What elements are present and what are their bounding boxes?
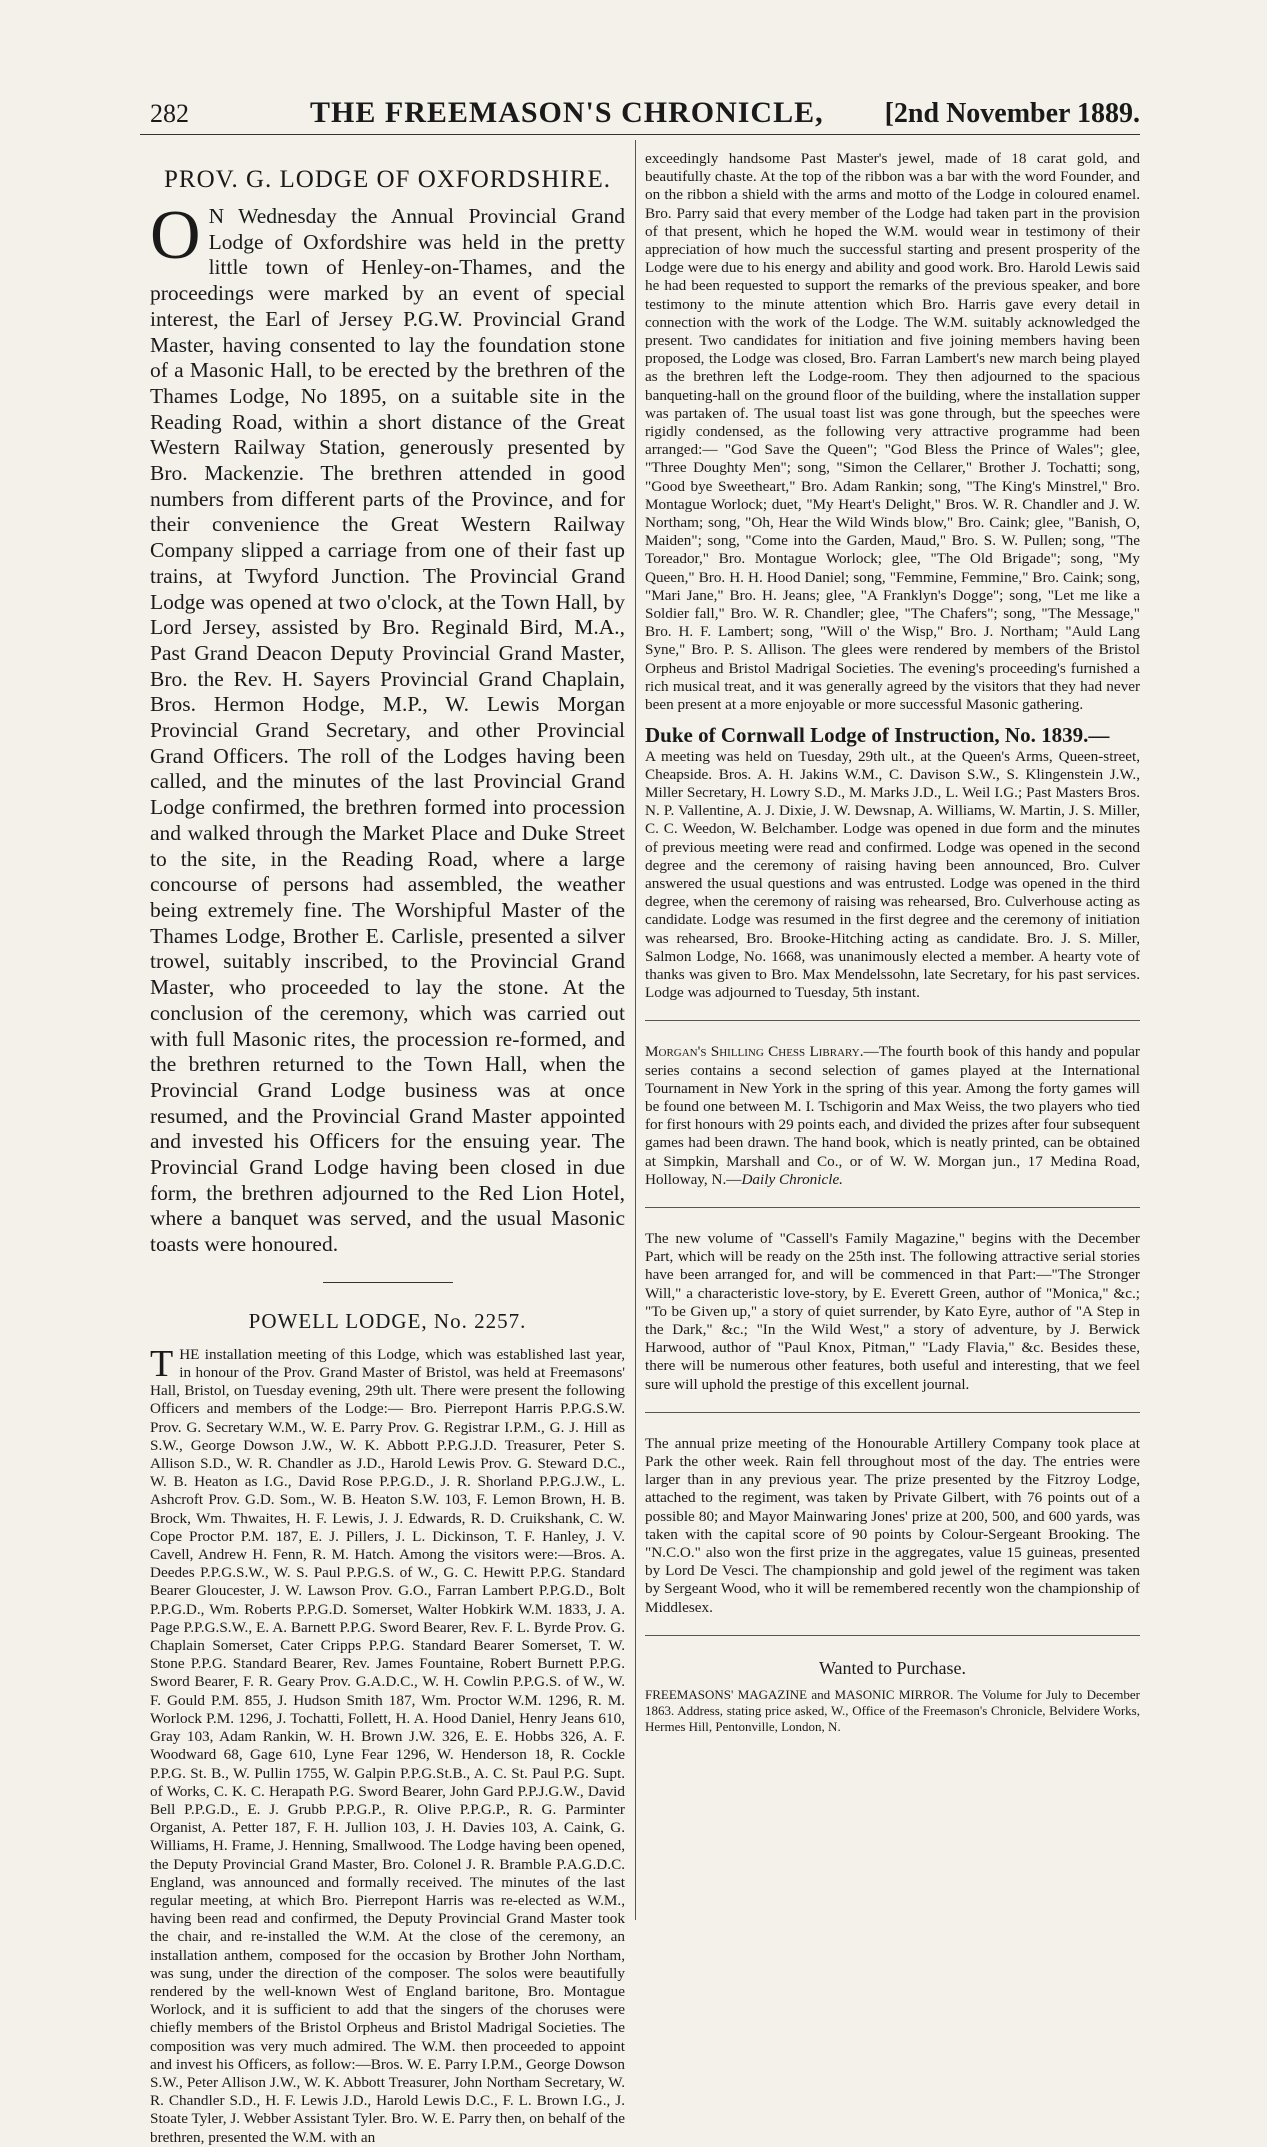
paper-title: THE FREEMASON'S CHRONICLE, bbox=[310, 96, 824, 129]
section-divider bbox=[323, 1282, 453, 1283]
cornwall-article bbox=[645, 723, 1140, 1002]
left-column bbox=[150, 150, 625, 2146]
rule-4 bbox=[645, 1635, 1140, 1636]
dropcap-t: T bbox=[150, 1342, 174, 1385]
artillery-notice: The annual prize meeting of the Honourable Artillery Company took place at Park the other week. Rain fell throughout most of the day. The entries were larger than in any previous year. The prize presented by the Fitzroy Lodge, attached to the regiment, was taken by Private Gilbert, with 76 points out of a possible 80; and Mayor Mainwaring Jones' prize at 200, 500, and 600 yards, was taken with the capital score of 90 points by Colour-Sergeant Brooking. The "N.C.O." also won the first prize in the aggregates, value 15 guineas, presented by Lord De Vesci. The championship and gold jewel of the regiment was taken by Sergeant Wood, who it will be remembered recently won the championship of Middlesex. bbox=[645, 1434, 1140, 1616]
chess-source: Daily Chronicle. bbox=[741, 1170, 843, 1188]
powell-text: HE installation meeting of this Lodge, which was established last year, in honour of the Prov. Grand Master of Bristol, was held at Freemasons' Hall, Bristol, on Tuesday evening, 29th ult. There were present the following Officers and members of the Lodge:— Bro. Pierrepont Harris P.P.G.S.W. Prov. G. Secretary W.M., W. E. Parry Prov. G. Registrar I.P.M., G. J. Hill as S.W., George Dowson J.W., W. K. Abbott P.P.G.J.D. Treasurer, Peter S. Allison S.D., W. R. Chandler as J.D., Harold Lewis Prov. G. Steward D.C., W. B. Heaton as I.G., David Rose P.P.G.D., J. R. Shorland P.P.G.J.W., L. Ashcroft Prov. G.D. Som., W. B. Heaton S.W. 103, F. Lemon Brown, H. B. Brock, Wm. Thwaites, H. F. Lewis, J. J. Edwards, R. D. Cruikshank, C. W. Cope Proctor P.M. 187, E. J. Pillers, J. L. Dickinson, T. F. Hanley, J. V. Cavell, Andrew H. Fenn, R. M. Hatch. Among the visitors were:—Bros. A. Deedes P.P.G.S.W., W. S. Paul P.P.G.S. of W., G. C. Hewitt P.P.G. Standard Bearer Gloucester, J. W. Lawson Prov. G.O., Farran Lambert P.P.G.D., Bolt P.P.G.D., Wm. Roberts P.P.G.D. Somerset, Walter Hobkirk W.M. 1833, J. A. Page P.P.G.S.W., E. A. Barnett P.P.G. Sword Bearer, Rev. F. L. Byrde Prov. G. Chaplain Somerset, Cater Cripps P.P.G. Standard Bearer Somerset, T. W. Stone P.P.G. Standard Bearer, Rev. James Fountaine, Robert Burnett P.P.G. Sword Bearer, F. R. Geary Prov. G.A.D.C., W. H. Cowlin P.P.G.S. of W., W. F. Gould P.M. 855, J. Hudson Smith 187, Wm. Proctor W.M. 1296, R. M. Worlock P.M. 1296, J. Tochatti, Follett, H. A. Hood Daniel, Henry Jeans 610, Gray 103, Adam Rankin, W. H. Brown J.W. 326, E. E. Hobbs 326, A. F. Woodward 68, Gage 610, Lyne Fear 1296, W. Henderson 18, R. Cockle P.P.G. St. B., W. Pullin 1755, W. Galpin P.P.G.St.B., A. C. St. Paul P.G. Supt. of Works, C. K. C. Herapath P.G. Sword Bearer, John Gard P.P.J.G.W., David Bell P.P.G.D., E. J. Grubb P.P.G.P., R. Olive P.P.G.P., R. G. Parminter Organist, A. Petter 187, F. H. Jullion 103, J. H. Davies 103, A. Caink, G. Williams, H. Frame, J. Henning, Smallwood. The Lodge having been opened, the Deputy Provincial Grand Master, Bro. Colonel J. R. Bramble P.A.G.D.C. England, was announced and formally received. The minutes of the last regular meeting, at which Bro. Pierrepont Harris was re-elected as W.M., having been read and confirmed, the Deputy Provincial Grand Master took the chair, and re-installed the W.M. At the close of the ceremony, an installation anthem, composed for the occasion by Brother John Northam, was sung, under the direction of the composer. The solos were beautifully rendered by the well-known West of England baritone, Bro. Montague Worlock, and it is sufficient to add that the singers of the choruses were chiefly members of the Bristol Orpheus and Bristol Madrigal Societies. The composition was very much admired. The W.M. then proceeded to appoint and invest his Officers, as follow:—Bros. W. E. Parry I.P.M., George Dowson S.W., Peter Allison J.W., W. K. Abbott Treasurer, John Northam Secretary, W. R. Chandler S.D., H. F. Lewis J.D., Harold Lewis D.C., F. L. Brown I.G., J. Stoate Tyler, J. Webber Assistant Tyler. Bro. W. E. Parry then, on behalf of the brethren, presented the W.M. with an bbox=[150, 1345, 625, 2146]
wanted-text: FREEMASONS' MAGAZINE and MASONIC MIRROR. The Volume for July to December 1863. Address, stating price asked, W., Office of the Freemason's Chronicle, Belvidere Works, Hermes Hill, Pentonville, London, N. bbox=[645, 1686, 1140, 1734]
chess-notice bbox=[645, 1043, 1140, 1189]
chess-text: —The fourth book of this handy and popular series contains a second selection of games played at the International Tournament in New York in the spring of this year. Among the forty games will be found one between M. I. Tschigorin and Max Weiss, the two players who tied for first honours with 29 points each, and divided the prizes after four subsequent games had been drawn. The hand book, which is neatly printed, can be obtained at Simpkin, Marshall and Co., or of W. W. Morgan jun., 17 Medina Road, Holloway, N.— bbox=[645, 1043, 1140, 1188]
rule-2 bbox=[645, 1207, 1140, 1208]
cornwall-heading: Duke of Cornwall Lodge of Instruction, No. 1839.— bbox=[645, 723, 1110, 748]
chess-lead: Morgan's Shilling Chess Library. bbox=[645, 1043, 864, 1061]
wanted-title: Wanted to Purchase. bbox=[818, 1657, 966, 1678]
masthead bbox=[150, 96, 1140, 130]
rule-1 bbox=[645, 1020, 1140, 1021]
cornwall-text: A meeting was held on Tuesday, 29th ult., at the Queen's Arms, Queen-street, Cheapside. Bros. A. H. Jakins W.M., C. Davison S.W., S. Klingenstein J.W., Miller Secretary, H. Lowry S.D., M. Marks J.D., L. Weil I.G.; Past Masters Bros. N. P. Vallentine, A. J. Dixie, J. W. Dewsnap, A. Williams, W. Martin, J. S. Miller, C. C. Weedon, W. Belchamber. Lodge was opened in due form and the minutes of previous meeting were read and confirmed. Lodge was opened in the second degree and the ceremony of raising having been announced, Bro. Culver answered the usual questions and was entrusted. Lodge was opened in the third degree, when the ceremony of raising was rehearsed, Bro. Culverhouse acting as candidate. Lodge was resumed in the first degree and the ceremony of initiation was rehearsed, Bro. Brooke-Hitching acting as candidate. Bro. J. S. Miller, Salmon Lodge, No. 1668, was unanimously elected a member. A hearty vote of thanks was given to Bro. Max Mendelssohn, late Secretary, for his past services. Lodge was adjourned to Tuesday, 5th instant. bbox=[645, 747, 1140, 1002]
powell-title: POWELL LODGE, No. 2257. bbox=[248, 1308, 527, 1333]
powell-article bbox=[150, 1342, 625, 2147]
column-divider bbox=[635, 140, 636, 1920]
oxfordshire-title: PROV. G. LODGE OF OXFORDSHIRE. bbox=[164, 166, 611, 193]
page-number: 282 bbox=[150, 99, 189, 128]
dropcap-o: O bbox=[150, 197, 201, 274]
oxfordshire-text: N Wednesday the Annual Provincial Grand Lodge of Oxfordshire was held in the pretty little town of Henley-on-Thames, and the proceedings were marked by an event of special interest, the Earl of Jersey P.G.W. Provincial Grand Master, having consented to lay the foundation stone of a Masonic Hall, to be erected by the brethren of the Thames Lodge, No 1895, on a suitable site in the Reading Road, within a short distance of the Great Western Railway Station, generously presented by Bro. Mackenzie. The brethren attended in good numbers from different parts of the Province, and for their convenience the Great Western Railway Company slipped a carriage from one of their fast up trains, at Twyford Junction. The Provincial Grand Lodge was opened at two o'clock, at the Town Hall, by Lord Jersey, assisted by Bro. Reginald Bird, M.A., Past Grand Deacon Deputy Provincial Grand Master, Bro. the Rev. H. Sayers Provincial Grand Chaplain, Bros. Hermon Hodge, M.P., W. Lewis Morgan Provincial Grand Secretary, and other Provincial Grand Officers. The roll of the Lodges having been called, and the minutes of the last Provincial Grand Lodge confirmed, the brethren formed into procession and walked through the Market Place and Duke Street to the site, in the Reading Road, where a large concourse of persons had assembled, the weather being extremely fine. The Worshipful Master of the Thames Lodge, Brother E. Carlisle, presented a silver trowel, suitably inscribed, to the Provincial Grand Master, who proceeded to lay the stone. At the conclusion of the ceremony, which was carried out with full Masonic rites, the procession re-formed, and the brethren returned to the Town Hall, when the Provincial Grand Lodge business was at once resumed, and the Provincial Grand Master appointed and invested his Officers for the ensuing year. The Provincial Grand Lodge having been closed in due form, the brethren adjourned to the Red Lion Hotel, where a banquet was served, and the usual Masonic toasts were honoured. bbox=[150, 204, 625, 1257]
issue-date: [2nd November 1889. bbox=[884, 98, 1140, 129]
right-column bbox=[645, 150, 1140, 1925]
rule-3 bbox=[645, 1412, 1140, 1413]
header-rule bbox=[140, 134, 1140, 135]
powell-continued: exceedingly handsome Past Master's jewel, made of 18 carat gold, and beautifully chaste. At the top of the ribbon was a bar with the word Founder, and on the ribbon a shield with the arms and motto of the Lodge in coloured enamel. Bro. Parry said that every member of the Lodge had taken part in the provision of that present, which he hoped the W.M. would wear in testimony of their appreciation of how much the successful starting and present prosperity of the Lodge were due to his energy and ability and good work. Bro. Harold Lewis said he had been requested to support the remarks of the previous speaker, and bore testimony to the minute attention which Bro. Harris gave every detail in connection with the work of the Lodge. The W.M. suitably acknowledged the present. Two candidates for initiation and five joining members having been proposed, the Lodge was closed, Bro. Farran Lambert's new march being played as the brethren left the Lodge-room. They then adjourned to the spacious banqueting-hall on the ground floor of the building, where the installation supper was partaken of. The usual toast list was gone through, but the speeches were rigidly condensed, as the following very attractive programme had been arranged:— "God Save the Queen"; "God Bless the Prince of Wales"; glee, "Three Doughty Men"; song, "Simon the Cellarer," Brother J. Tochatti; song, "Good bye Sweetheart," Bro. Adam Rankin; song, "The King's Minstrel," Bro. Montague Worlock; duet, "My Heart's Delight," Bros. W. R. Chandler and J. W. Northam; song, "Oh, Hear the Wild Winds blow," Bro. Caink; glee, "Banish, O, Maiden"; song, "Come into the Garden, Maud," Bro. S. W. Pullen; song, "The Toreador," Bro. Montague Worlock; glee, "The Old Brigade"; song, "My Queen," Bro. H. H. Hood Daniel; song, "Femmine, Femmine," Bro. Caink; song, "Mari Jane," Bro. H. Jeans; glee, "A Franklyn's Dogge"; song, "Let me like a Soldier fall," Bro. W. R. Chandler; glee, "The Chafers"; song, "The Message," Bro. H. F. Lambert; song, "Will o' the Wisp," Bro. J. Northam; "Auld Lang Syne," Bro. P. S. Allison. The glees were rendered by members of the Bristol Orpheus and Bristol Madrigal Societies. The evening's proceeding's furnished a rich musical treat, and it was generally agreed by the visitors that they had never been present at a more enjoyable or more successful Masonic gathering. bbox=[645, 150, 1140, 714]
cassell-notice: The new volume of "Cassell's Family Magazine," begins with the December Part, which will be ready on the 25th inst. The following attractive serial stories have been arranged for, and will be commenced in that Part:—"The Stronger Will," a characteristic love-story, by E. Everett Green, author of "Monica," &c.; "To be Given up," a story of quiet surrender, by Kato Eyre, author of "A Step in the Dark," &c.; "In the Wild West," a story of adventure, by J. Berwick Harwood, author of "Paul Knox, Pitman," "Lady Flavia," &c. Besides these, there will be numerous other features, both useful and interesting, that we feel sure will uphold the prestige of this excellent journal. bbox=[645, 1229, 1140, 1393]
oxfordshire-article bbox=[150, 197, 625, 1258]
